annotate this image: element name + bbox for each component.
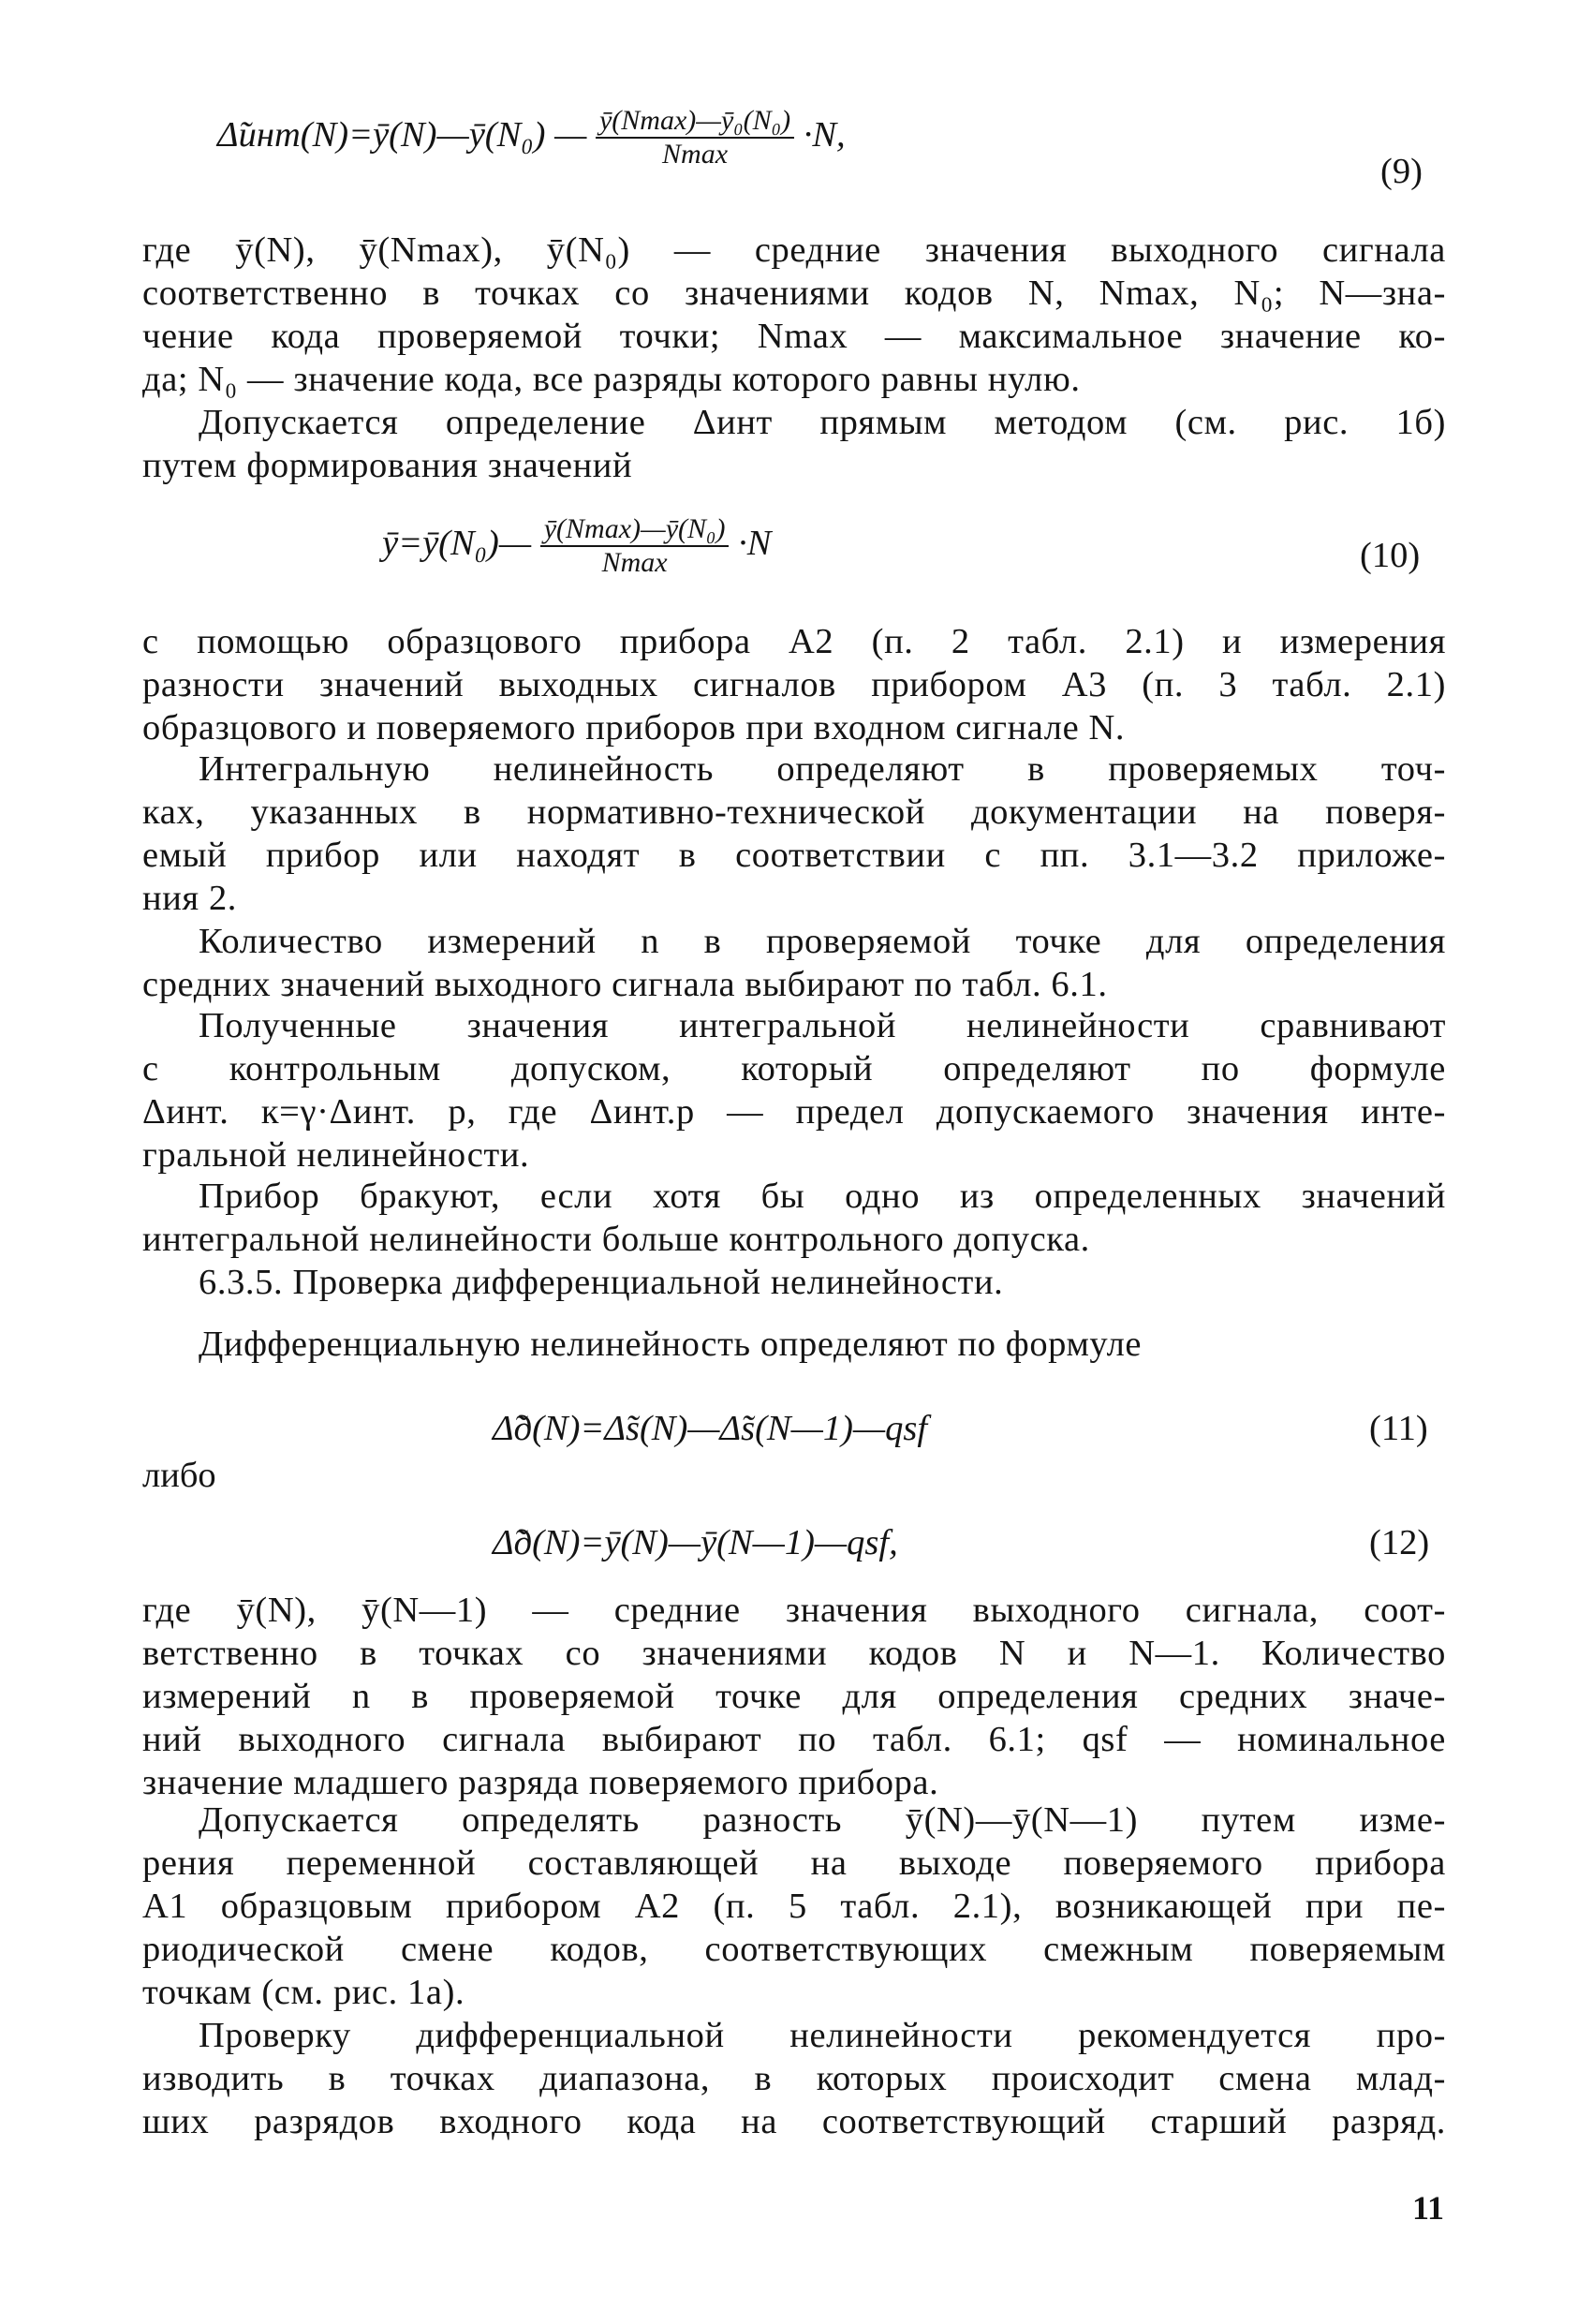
- text-line: изводить в точках диапазона, в которых происходит смена млад-: [142, 2059, 1446, 2098]
- paragraph-8: Дифференциальную нелинейность определяют по формуле: [199, 1325, 1143, 1364]
- page-number: 11: [1412, 2189, 1445, 2227]
- paragraph-1: [142, 229, 1446, 401]
- text-line: образцового и поверяемого приборов при входном сигнале N.: [142, 708, 1126, 748]
- formula-10-tail: ·N: [738, 523, 772, 563]
- text-line: с помощью образцового прибора А2 (п. 2 табл. 2.1) и измерения: [142, 622, 1446, 661]
- text-line: интегральной нелинейности больше контрольного допуска.: [142, 1220, 1090, 1259]
- paragraph-4: [142, 748, 1446, 920]
- text-line: Количество измерений n в проверяемой точке для определения: [199, 922, 1446, 961]
- text-line: ния 2.: [142, 879, 238, 918]
- text-line: где ȳ(N), ȳ(Nmax), ȳ(N₀) — средние значения выходного сигнала: [142, 230, 1446, 270]
- formula-10-lhs: ȳ=ȳ(N₀)—: [382, 523, 532, 563]
- text-line: средних значений выходного сигнала выбирают по табл. 6.1.: [142, 965, 1108, 1004]
- formula-9-tail: ·N,: [803, 114, 846, 155]
- text-line: Δинт. к=γ·Δинт. р, где Δинт.р — предел допускаемого значения инте-: [142, 1092, 1446, 1132]
- text-line: да; N₀ — значение кода, все разряды которого равны нулю.: [142, 360, 1081, 399]
- paragraph-5: [142, 920, 1446, 1006]
- formula-9-denominator: Nmax: [662, 139, 729, 170]
- text-line: путем формирования значений: [142, 446, 633, 485]
- text-line: точкам (см. рис. 1а).: [142, 1973, 465, 2012]
- text-line: соответственно в точках со значениями кодов N, Nmax, N₀; N—зна-: [142, 274, 1446, 313]
- text-line: Проверку дифференциальной нелинейности рекомендуется про-: [199, 2016, 1446, 2055]
- text-line: А1 образцовым прибором А2 (п. 5 табл. 2.1), возникающей при пе-: [142, 1887, 1446, 1926]
- formula-9-numerator: ȳ(Nmax)—ȳ₀(N₀): [596, 105, 794, 139]
- equation-number-9: (9): [1380, 152, 1423, 191]
- text-line: измерений n в проверяемой точке для определения средних значе-: [142, 1677, 1446, 1716]
- formula-11: Δ̃д(N)=Δ̃s(N)—Δ̃s(N—1)—qsf: [493, 1409, 928, 1448]
- text-line: ний выходного сигнала выбирают по табл. 6.1; qsf — номинальное: [142, 1720, 1446, 1759]
- text-line: разности значений выходных сигналов прибором А3 (п. 3 табл. 2.1): [142, 665, 1446, 704]
- text-line: гральной нелинейности.: [142, 1135, 530, 1175]
- text-line: емый прибор или находят в соответствии с пп. 3.1—3.2 приложе-: [142, 836, 1446, 875]
- libo-word: либо: [142, 1456, 216, 1495]
- text-line: ках, указанных в нормативно-технической документации на поверя-: [142, 792, 1446, 832]
- formula-10: [382, 513, 771, 579]
- paragraph-10: [142, 1799, 1446, 2014]
- text-line: ветственно в точках со значениями кодов N и N—1. Количество: [142, 1634, 1446, 1673]
- paragraph-9: [142, 1589, 1446, 1804]
- formula-9-lhs: Δ̃инт(N)=ȳ(N)—ȳ(N₀) —: [217, 114, 587, 155]
- formula-12: Δ̃д(N)=ȳ(N)—ȳ(N—1)—qsf,: [493, 1523, 898, 1562]
- formula-10-fraction: [540, 513, 730, 579]
- paragraph-2: [142, 401, 1446, 487]
- text-line: Полученные значения интегральной нелинейности сравнивают: [199, 1006, 1446, 1045]
- paragraph-6: [142, 1004, 1446, 1177]
- text-line: где ȳ(N), ȳ(N—1) — средние значения выходного сигнала, соот-: [142, 1591, 1446, 1630]
- equation-number-12: (12): [1369, 1523, 1430, 1562]
- formula-9-fraction: [596, 105, 794, 170]
- paragraph-7: [142, 1175, 1446, 1261]
- text-line: риодической смене кодов, соответствующих смежным поверяемым: [142, 1930, 1446, 1969]
- paragraph-3: [142, 620, 1446, 749]
- text-line: Интегральную нелинейность определяют в проверяемых точ-: [199, 749, 1446, 789]
- text-line: Допускается определение Δинт прямым методом (см. рис. 1б): [199, 403, 1446, 442]
- paragraph-11: [142, 2014, 1446, 2143]
- formula-9: [217, 105, 846, 170]
- text-line: чение кода проверяемой точки; Nmax — максимальное значение ко-: [142, 317, 1446, 356]
- text-line: Допускается определять разность ȳ(N)—ȳ(N—1) путем изме-: [199, 1800, 1446, 1840]
- equation-number-10: (10): [1360, 536, 1421, 575]
- section-heading: 6.3.5. Проверка дифференциальной нелинейности.: [199, 1263, 1004, 1302]
- text-line: Прибор бракуют, если хотя бы одно из определенных значений: [199, 1177, 1446, 1216]
- equation-number-11: (11): [1369, 1409, 1428, 1448]
- text-line: рения переменной составляющей на выходе поверяемого прибора: [142, 1843, 1446, 1883]
- text-line: с контрольным допуском, который определяют по формуле: [142, 1049, 1446, 1088]
- text-line: ших разрядов входного кода на соответствующий старший разряд.: [142, 2102, 1446, 2141]
- formula-10-denominator: Nmax: [601, 547, 668, 578]
- formula-10-numerator: ȳ(Nmax)—ȳ(N₀): [540, 513, 730, 547]
- text-line: значение младшего разряда поверяемого прибора.: [142, 1763, 939, 1802]
